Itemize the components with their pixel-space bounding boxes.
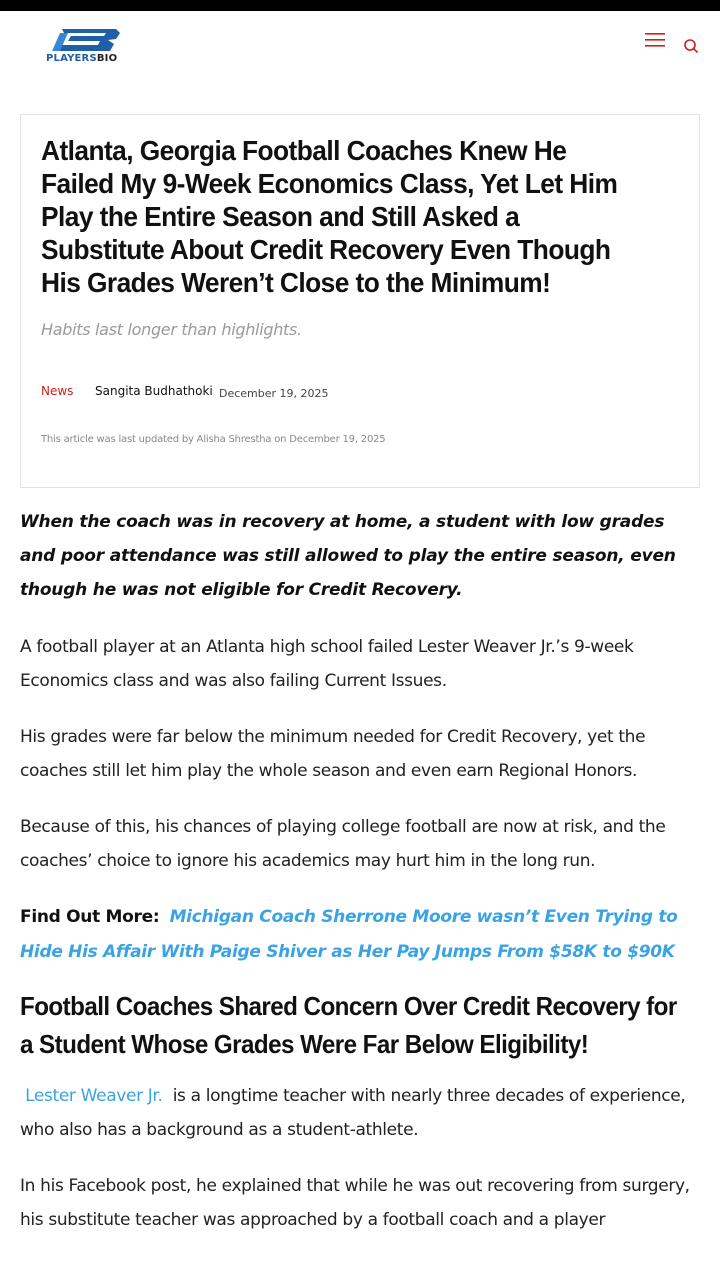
logo-text-accent: BIO <box>96 53 118 64</box>
paragraph-4-text: is a longtime teacher with nearly three decades of experience, who also has a background as a student-athlete. <box>20 1086 686 1140</box>
logo-text-main: PLAYERS <box>46 53 97 64</box>
related-article-link[interactable]: Michigan Coach Sherrone Moore wasn’t Even Trying to Hide His Affair With Paige Shiver as Her Pay Jumps From $58K to $90K <box>20 907 678 962</box>
category-link[interactable]: News <box>41 384 74 398</box>
top-bar <box>0 0 720 11</box>
site-header <box>0 11 720 91</box>
author-link[interactable]: Sangita Budhathoki <box>95 384 213 398</box>
search-icon[interactable] <box>683 38 699 54</box>
section-heading: Football Coaches Shared Concern Over Credit Recovery for a Student Whose Grades Were Far Below Eligibility! <box>20 991 677 1059</box>
article-body <box>20 505 700 1259</box>
related-article <box>20 900 700 970</box>
players-bio-logo-icon <box>46 27 128 53</box>
lead-paragraph: When the coach was in recovery at home, a student with low grades and poor attendance was still allowed to play the entire season, even though he was not eligible for Credit Recovery. <box>20 512 676 600</box>
related-label: Find Out More: <box>20 907 160 927</box>
article-header-card <box>20 114 700 488</box>
paragraph-2: His grades were far below the minimum needed for Credit Recovery, yet the coaches still let him play the whole season and even earn Regional Honors. <box>20 727 646 781</box>
article-title: Atlanta, Georgia Football Coaches Knew He Failed My 9-Week Economics Class, Yet Let Him Play the Entire Season and Still Asked a Substitute About Credit Recovery Even Though His Grades Weren’t Close to the Minimum! <box>41 135 618 298</box>
article-meta <box>41 384 681 404</box>
article-subtitle: Habits last longer than highlights. <box>41 320 302 339</box>
publish-date: December 19, 2025 <box>219 387 329 400</box>
paragraph-4 <box>20 1079 700 1147</box>
site-logo[interactable] <box>46 27 128 67</box>
paragraph-5: In his Facebook post, he explained that while he was out recovering from surgery, his substitute teacher was approached by a football coach and a player <box>20 1176 690 1230</box>
paragraph-3: Because of this, his chances of playing college football are now at risk, and the coaches’ choice to ignore his academics may hurt him in the long run. <box>20 817 666 871</box>
updated-note: This article was last updated by Alisha Shrestha on December 19, 2025 <box>41 434 386 445</box>
paragraph-1: A football player at an Atlanta high school failed Lester Weaver Jr.’s 9-week Economics class and was also failing Current Issues. <box>20 637 634 691</box>
logo-text <box>46 53 128 64</box>
teacher-link[interactable]: Lester Weaver Jr. <box>25 1086 163 1106</box>
hamburger-menu-icon[interactable] <box>645 33 665 49</box>
